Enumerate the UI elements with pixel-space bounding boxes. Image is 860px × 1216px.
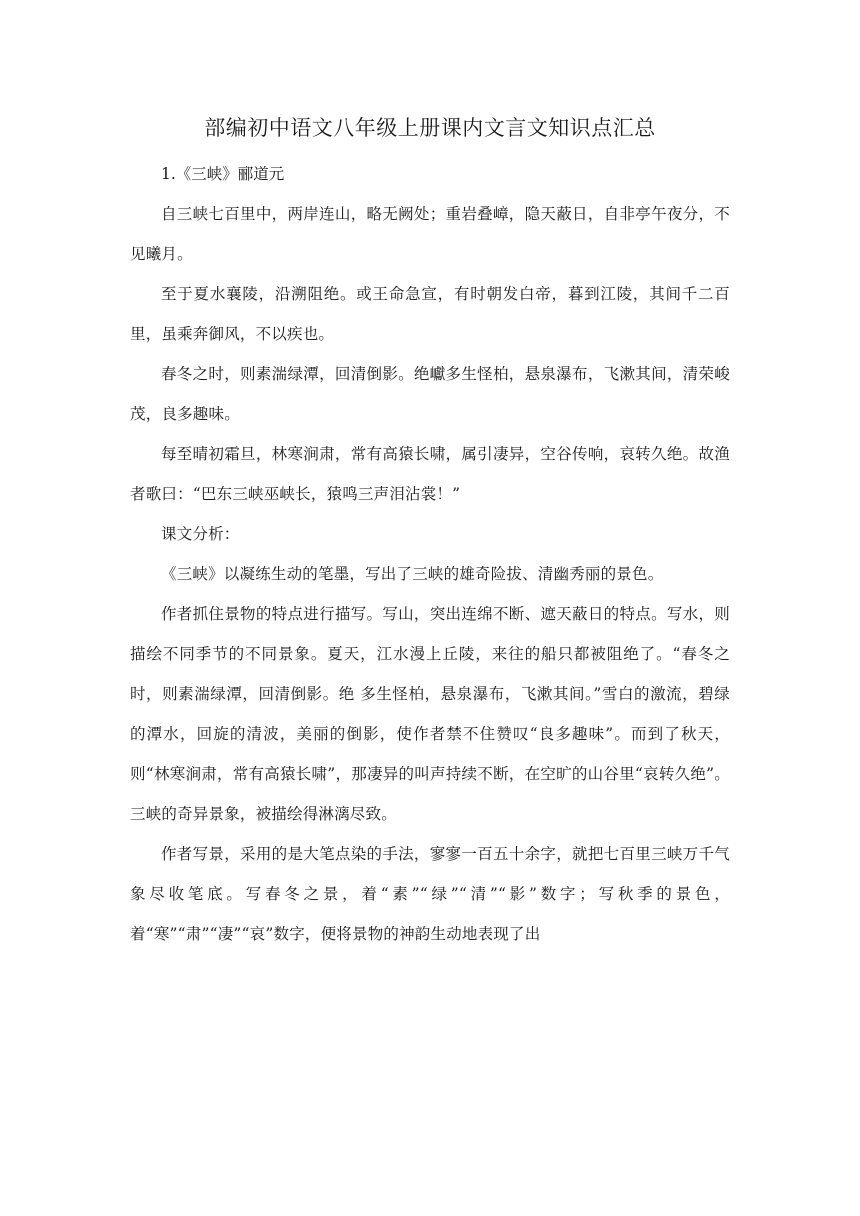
document-page <box>130 108 730 954</box>
document-title: 部编初中语文八年级上册课内文言文知识点汇总 <box>204 116 656 140</box>
paragraph-4: 每至晴初霜旦，林寒涧肃，常有高猿长啸，属引凄异，空谷传响，哀转久绝。故渔者歌曰：“巴东三峡巫峡长，猿鸣三声泪沾裳！” <box>130 445 730 503</box>
paragraph-3: 春冬之时，则素湍绿潭，回清倒影。绝巘多生怪柏，悬泉瀑布，飞漱其间，清荣峻茂，良多趣味。 <box>130 365 730 423</box>
paragraph-2: 至于夏水襄陵，沿溯阻绝。或王命急宣，有时朝发白帝，暮到江陵，其间千二百里，虽乘奔御风，不以疾也。 <box>130 285 730 343</box>
paragraph-6: 《三峡》以凝练生动的笔墨，写出了三峡的雄奇险拔、清幽秀丽的景色。 <box>161 565 664 583</box>
section-heading: 1.《三峡》郦道元 <box>161 165 285 183</box>
analysis-heading: 课文分析： <box>161 525 240 543</box>
paragraph-1: 自三峡七百里中，两岸连山，略无阙处；重岩叠嶂，隐天蔽日，自非亭午夜分，不见曦月。 <box>130 205 730 263</box>
paragraph-7: 作者抓住景物的特点进行描写。写山，突出连绵不断、遮天蔽日的特点。写水，则描绘不同季节的不同景象。夏天，江水漫上丘陵，来往的船只都被阻绝了。“春冬之时，则素湍绿潭，回清倒影。绝 多生怪柏，悬泉瀑布，飞漱其间。”雪白的激流，碧绿的潭水，回旋的清波，美丽的倒影，使作者禁不住赞叹“良多趣味”。而到了秋天，则“林寒涧肃，常有高猿长啸”，那凄异的叫声持续不断，在空旷的山谷里“哀转久绝”。三峡的奇异景象，被描绘得淋漓尽致。 <box>130 605 730 823</box>
paragraph-8: 作者写景，采用的是大笔点染的手法，寥寥一百五十余字，就把七百里三峡万千气象尽收笔底。写春冬之景，着“素”“绿”“清”“影”数字；写秋季的景色，着“寒”“肃”“凄”“哀”数字，便将景物的神韵生动地表现了出 <box>130 845 730 943</box>
